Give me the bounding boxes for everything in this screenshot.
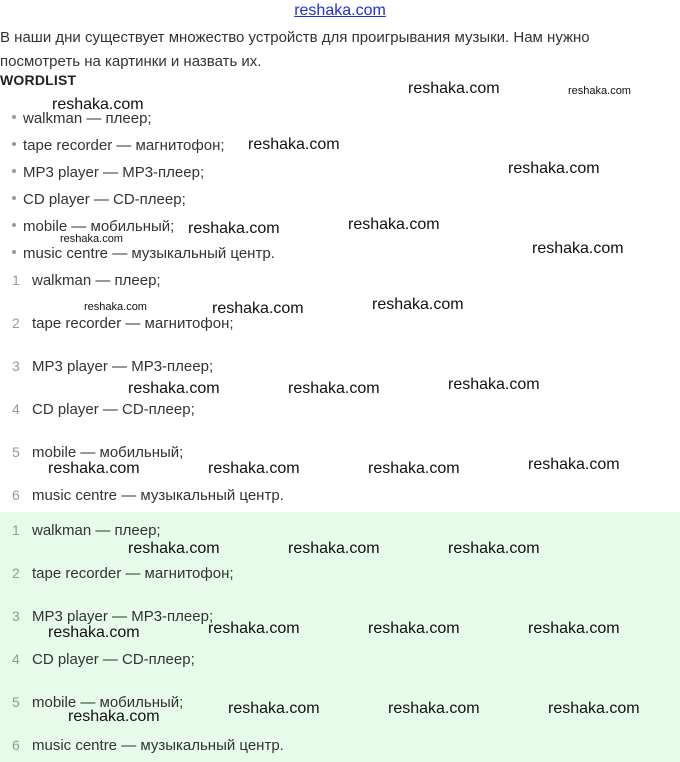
list-item: 4 CD player — CD-плеер; [12, 651, 195, 668]
watermark: reshaka.com [288, 380, 380, 397]
bullet-icon [12, 250, 16, 254]
wordlist-item: MP3 player — MP3-плеер; [12, 164, 204, 181]
watermark: reshaka.com [48, 460, 140, 477]
list-item: 3 MP3 player — MP3-плеер; [12, 358, 214, 375]
bullet-icon [12, 169, 16, 173]
watermark: reshaka.com [60, 233, 123, 245]
watermark: reshaka.com [508, 160, 600, 177]
wordlist-item: mobile — мобильный; [12, 218, 174, 235]
watermark: reshaka.com [84, 301, 147, 313]
watermark: reshaka.com [408, 80, 500, 97]
list-item: 3 MP3 player — MP3-плеер; [12, 608, 214, 625]
watermark: reshaka.com [128, 380, 220, 397]
intro-paragraph: В наши дни существует множество устройств для проигрывания музыки. Нам нужно посмотреть на картинки и назвать их. [0, 29, 590, 70]
watermark: reshaka.com [528, 456, 620, 473]
watermark: reshaka.com [388, 700, 480, 717]
list-item: 2 tape recorder — магнитофон; [12, 565, 234, 582]
watermark: reshaka.com [212, 300, 304, 317]
watermark: reshaka.com [448, 376, 540, 393]
wordlist-item: music centre — музыкальный центр. [12, 245, 275, 262]
watermark: reshaka.com [372, 296, 464, 313]
bullet-icon [12, 142, 16, 146]
watermark: reshaka.com [228, 700, 320, 717]
bullet-icon [12, 115, 16, 119]
bullet-icon [12, 223, 16, 227]
wordlist-item: tape recorder — магнитофон; [12, 137, 225, 154]
header-site-link[interactable]: reshaka.com [294, 2, 386, 19]
list-item: 6 music centre — музыкальный центр. [12, 737, 284, 754]
wordlist-item: walkman — плеер; [12, 110, 152, 127]
watermark: reshaka.com [448, 540, 540, 557]
watermark: reshaka.com [528, 620, 620, 637]
list-item: 6 music centre — музыкальный центр. [12, 487, 284, 504]
watermark: reshaka.com [368, 460, 460, 477]
watermark: reshaka.com [188, 220, 280, 237]
list-item: 2 tape recorder — магнитофон; [12, 315, 234, 332]
wordlist-title: WORDLIST [0, 72, 77, 88]
watermark: reshaka.com [68, 708, 160, 725]
wordlist-item: CD player — CD-плеер; [12, 191, 186, 208]
watermark: reshaka.com [208, 460, 300, 477]
watermark: reshaka.com [48, 624, 140, 641]
watermark: reshaka.com [348, 216, 440, 233]
watermark: reshaka.com [548, 700, 640, 717]
bullet-icon [12, 196, 16, 200]
watermark: reshaka.com [248, 136, 340, 153]
list-item: 5 mobile — мобильный; [12, 694, 184, 711]
watermark: reshaka.com [368, 620, 460, 637]
watermark: reshaka.com [52, 96, 144, 113]
watermark: reshaka.com [128, 540, 220, 557]
watermark: reshaka.com [568, 85, 631, 97]
list-item: 4 CD player — CD-плеер; [12, 401, 195, 418]
list-item: 1 walkman — плеер; [12, 272, 161, 289]
watermark: reshaka.com [532, 240, 624, 257]
list-item: 5 mobile — мобильный; [12, 444, 184, 461]
watermark: reshaka.com [208, 620, 300, 637]
watermark: reshaka.com [288, 540, 380, 557]
list-item: 1 walkman — плеер; [12, 522, 161, 539]
